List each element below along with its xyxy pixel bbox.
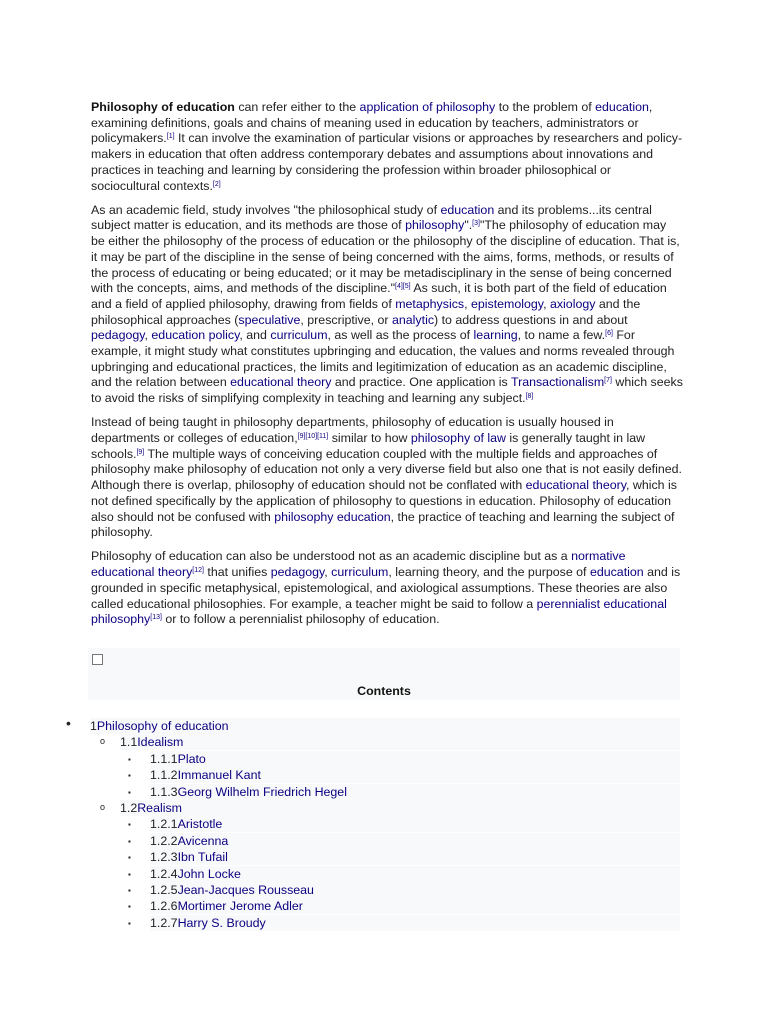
toc-item[interactable] bbox=[150, 898, 680, 914]
text: , bbox=[464, 296, 471, 311]
link-curriculum[interactable]: curriculum bbox=[331, 565, 389, 580]
toc-item[interactable] bbox=[150, 882, 680, 898]
text: and the philosophical approaches ( bbox=[91, 296, 641, 327]
link-perennialist-educational-philosophy[interactable]: perennialist educational philosophy bbox=[91, 596, 667, 627]
citation-ref[interactable]: [6] bbox=[605, 330, 613, 338]
toc-item[interactable] bbox=[150, 784, 680, 800]
link-philosophy-of-law[interactable]: philosophy of law bbox=[410, 431, 506, 446]
text: and its problems...its central subject matter is education, and its methods are those of bbox=[91, 202, 652, 233]
link-normative-educational-theory[interactable]: normative educational theory bbox=[91, 549, 626, 580]
link-speculative[interactable]: speculative bbox=[238, 312, 301, 327]
link-application-of-philosophy[interactable]: application of philosophy bbox=[359, 100, 496, 114]
text: , the practice of teaching and learning the subject of philosophy. bbox=[91, 509, 675, 540]
text: It can involve the examination of particular visions or approaches by researchers and policy-makers in education that often address contemporary debates and assumptions about innovations and practices in teaching and learning by considering the profession within broader philosophical or sociocultural contexts. bbox=[91, 131, 683, 193]
text: that unifies bbox=[203, 565, 271, 580]
toc-item[interactable] bbox=[120, 734, 680, 750]
toc-item-link[interactable]: Idealism bbox=[137, 735, 184, 750]
toc-item-number: 1.2.4 bbox=[150, 866, 178, 881]
link-learning[interactable]: learning bbox=[473, 328, 518, 343]
text: , and bbox=[239, 328, 271, 343]
toc-bullet: o bbox=[100, 802, 106, 812]
toc-item-link[interactable]: Realism bbox=[137, 801, 182, 815]
intro-paragraph-3 bbox=[91, 415, 683, 541]
article-subject: Philosophy of education bbox=[91, 100, 235, 114]
text: to the problem of bbox=[495, 100, 596, 114]
link-pedagogy[interactable]: pedagogy bbox=[270, 565, 325, 580]
toc-bullet: ▪ bbox=[128, 754, 131, 764]
toc-item-link[interactable]: Avicenna bbox=[177, 833, 229, 848]
citation-ref[interactable]: [13] bbox=[150, 614, 162, 622]
link-transactionalism[interactable]: Transactionalism bbox=[510, 375, 605, 390]
link-educational-theory[interactable]: educational theory bbox=[230, 375, 332, 390]
toc-item[interactable] bbox=[120, 800, 680, 816]
toc-item-number: 1.2.1 bbox=[150, 817, 178, 832]
text: is generally taught in law schools. bbox=[91, 431, 646, 461]
toc-item-number: 1.1.3 bbox=[150, 784, 178, 799]
toc-item-number: 1.1 bbox=[120, 735, 138, 750]
toc-bullet: ▪ bbox=[128, 918, 131, 928]
link-axiology[interactable]: axiology bbox=[549, 296, 596, 311]
link-philosophy-education[interactable]: philosophy education bbox=[274, 509, 391, 524]
link-education-policy[interactable]: education policy bbox=[151, 328, 240, 343]
toc-item-link[interactable]: Mortimer Jerome Adler bbox=[177, 899, 303, 914]
article-body bbox=[91, 100, 683, 637]
text: Instead of being taught in philosophy departments, philosophy of education is usually housed in departments or colleges of education, bbox=[91, 415, 614, 446]
text: , which is not defined specifically by the application of philosophy to questions in education. Philosophy of education also should not be confused with bbox=[91, 478, 677, 524]
toc-bullet: ▪ bbox=[128, 820, 131, 830]
toc-item-link[interactable]: Jean-Jacques Rousseau bbox=[177, 883, 314, 897]
text: can refer either to the bbox=[234, 100, 360, 114]
toc-item-number: 1.2 bbox=[120, 801, 138, 815]
citation-ref[interactable]: [3] bbox=[472, 220, 480, 228]
text: , examining definitions, goals and chains of meaning used in education by teachers, administrators or policymakers. bbox=[91, 100, 653, 146]
text: , prescriptive, or bbox=[300, 312, 392, 327]
text: , to name a few. bbox=[517, 328, 606, 343]
toc-item-link[interactable]: Philosophy of education bbox=[96, 719, 229, 733]
text: similar to how bbox=[328, 431, 411, 446]
toc-bullet: ▪ bbox=[128, 836, 131, 846]
link-education[interactable]: education bbox=[589, 565, 644, 580]
link-education[interactable]: education bbox=[440, 202, 495, 217]
toc-item-number: 1.2.3 bbox=[150, 850, 178, 865]
link-curriculum[interactable]: curriculum bbox=[270, 328, 328, 343]
toc-item-number: 1.2.7 bbox=[150, 915, 178, 930]
toc-item-link[interactable]: John Locke bbox=[177, 866, 241, 881]
toc-item-link[interactable]: Ibn Tufail bbox=[177, 850, 228, 865]
link-education[interactable]: education bbox=[595, 100, 649, 114]
toc-item-link[interactable]: Harry S. Broudy bbox=[177, 915, 266, 930]
text: , as well as the process of bbox=[327, 328, 474, 343]
text: and is grounded in specific metaphysical, epistemological, and axiological assumptions. These theories are also called educational philosophies. For example, a teacher might be said to follow a bbox=[91, 565, 681, 611]
text: and practice. One application is bbox=[331, 375, 511, 390]
toc-item-number: 1.1.1 bbox=[150, 751, 178, 766]
link-metaphysics[interactable]: metaphysics bbox=[395, 296, 465, 311]
toc-bullet: ▪ bbox=[128, 869, 131, 879]
intro-paragraph-2 bbox=[91, 203, 683, 407]
text: which seeks to avoid the risks of simplifying complexity in teaching and learning any subject. bbox=[91, 375, 683, 406]
text: or to follow a perennialist philosophy of education. bbox=[161, 612, 440, 627]
citation-ref[interactable]: [8] bbox=[525, 393, 534, 401]
toc-bullet: ▪ bbox=[128, 902, 131, 912]
text: , bbox=[324, 565, 332, 580]
toc-item-number: 1.2.6 bbox=[150, 899, 178, 914]
intro-paragraph-4 bbox=[91, 549, 683, 628]
intro-paragraph-1 bbox=[91, 100, 683, 194]
toc-item-number: 1.1.2 bbox=[150, 768, 178, 783]
toc-header bbox=[88, 648, 680, 700]
toc-item[interactable] bbox=[150, 833, 680, 849]
toc-item-number: 1 bbox=[90, 719, 97, 733]
citation-ref[interactable]: [1] bbox=[166, 133, 175, 141]
link-epistemology[interactable]: epistemology bbox=[470, 296, 544, 311]
text: "The philosophy of education may be either the philosophy of the process of education or the philosophy of the discipline of education. That is, it may be part of the discipline in the sense of being concerned with the aims, forms, methods, or results of the process of educating or being educated; or it may be metadisciplinary in the sense of being concerned with the concepts, aims, and methods of the discipline." bbox=[91, 218, 680, 296]
citation-ref[interactable]: [7] bbox=[604, 377, 612, 385]
toc-item-link[interactable]: Georg Wilhelm Friedrich Hegel bbox=[177, 784, 347, 799]
toc-bullet: ▪ bbox=[128, 771, 131, 781]
text: The multiple ways of conceiving education coupled with the multiple fields and approaches of philosophy make philosophy of education not only a very diverse field but also one that is not easily defined. Although there is overlap, philosophy of education should not be conflated with bbox=[91, 446, 682, 493]
text: , learning theory, and the purpose of bbox=[388, 565, 590, 580]
citation-ref[interactable]: [2] bbox=[212, 180, 221, 188]
toc-item-number: 1.2.5 bbox=[150, 883, 178, 897]
link-philosophy[interactable]: philosophy bbox=[405, 218, 465, 233]
text: As an academic field, study involves "the philosophical study of bbox=[91, 202, 441, 217]
toc-item-number: 1.2.2 bbox=[150, 833, 178, 848]
toc-item[interactable] bbox=[150, 849, 680, 865]
toc-item[interactable] bbox=[90, 718, 680, 734]
citation-ref[interactable]: [9][10][11] bbox=[297, 433, 329, 441]
toc-item[interactable] bbox=[150, 751, 680, 767]
text: ". bbox=[464, 218, 473, 233]
toc-item-link[interactable]: Plato bbox=[177, 751, 206, 766]
toc-item-link[interactable]: Immanuel Kant bbox=[177, 768, 261, 783]
toc-bullet: ▪ bbox=[128, 787, 131, 797]
text: As such, it is both part of the field of education and a field of applied philosophy, drawing from fields of bbox=[91, 281, 667, 311]
link-analytic[interactable]: analytic bbox=[392, 312, 435, 327]
text: ) to address questions in and about bbox=[434, 312, 628, 327]
citation-ref[interactable]: [12] bbox=[192, 567, 204, 575]
toc-item[interactable] bbox=[150, 866, 680, 882]
toc-bullet: • bbox=[66, 715, 71, 731]
link-pedagogy[interactable]: pedagogy bbox=[91, 328, 145, 343]
text: , bbox=[543, 296, 550, 311]
citation-ref[interactable]: [9] bbox=[136, 448, 145, 456]
toc-item[interactable] bbox=[150, 915, 680, 931]
toc-bullet: ▪ bbox=[128, 886, 131, 895]
link-educational-theory[interactable]: educational theory bbox=[525, 478, 626, 493]
toc-bullet: o bbox=[100, 736, 106, 747]
toc-toggle-checkbox[interactable] bbox=[92, 654, 103, 665]
citation-ref[interactable]: [4][5] bbox=[395, 283, 411, 291]
toc-bullet: ▪ bbox=[128, 853, 131, 863]
text: , bbox=[144, 328, 152, 343]
toc-item-link[interactable]: Aristotle bbox=[177, 817, 223, 832]
toc-item[interactable] bbox=[150, 767, 680, 783]
toc-title: Contents bbox=[357, 684, 411, 698]
text: Philosophy of education can also be understood not as an academic discipline but as a bbox=[91, 549, 572, 564]
text: For example, it might study what constitutes upbringing and education, the values and norms revealed through upbringing and educational practices, the limits and legitimization of education as an academic discipline, and the relation between bbox=[91, 328, 675, 390]
toc-item[interactable] bbox=[150, 816, 680, 832]
